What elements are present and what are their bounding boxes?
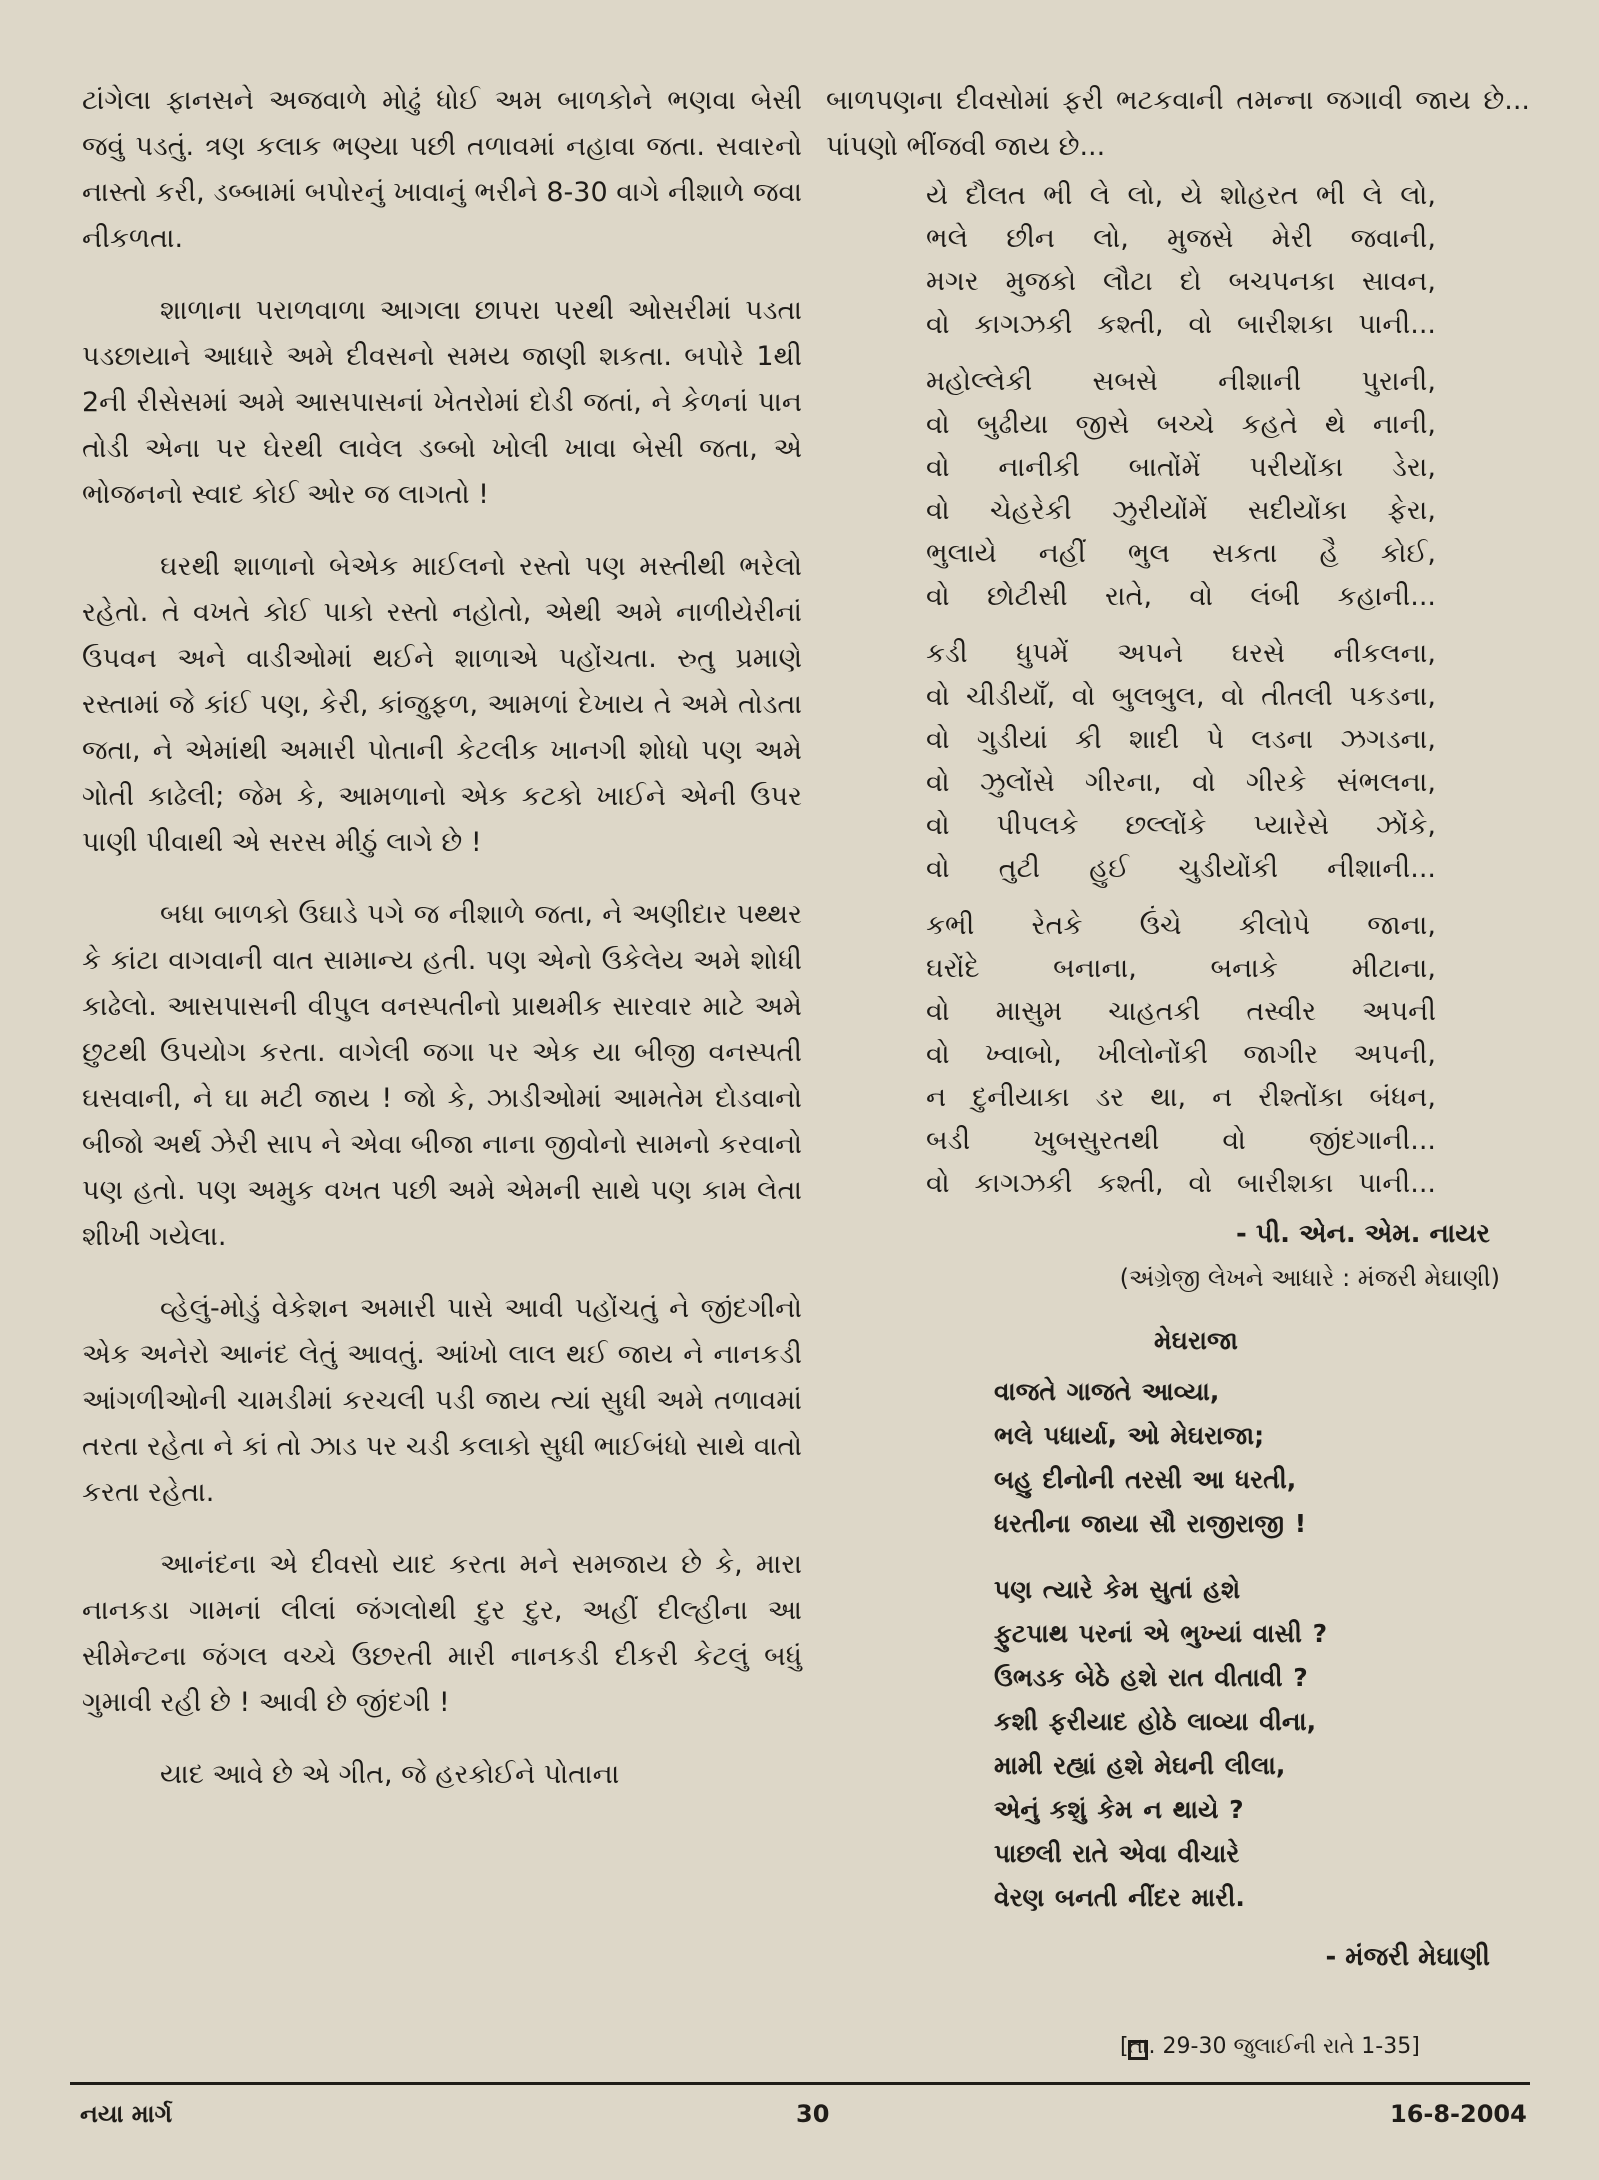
paragraph: બધા બાળકો ઉઘાડે પગે જ નીશાળે જતા, ને અણીદાર પથ્થર કે કાંટા વાગવાની વાત સામાન્ય હતી. પણ એનો ઉકેલેય અમે શોધી કાઢેલો. આસપાસની વીપુલ વનસ્પતીનો પ્રાથમીક સારવાર માટે અમે છુટથી ઉપયોગ કરતા. વાગેલી જગા પર એક યા બીજી વનસ્પતી ઘસવાની, ને ઘા મટી જાય ! જો કે, ઝાડીઓમાં આમતેમ દોડવાનો બીજો અર્થ ઝેરી સાપ ને એવા બીજા નાના જીવોનો સામનો કરવાનો પણ હતો. પણ અમુક વખત પછી અમે એમની સાથે પણ કામ લેતા શીખી ગયેલા. xyxy=(82,899,802,1252)
poem-line: યે દૌલત ભી લે લો, યે શોહરત ભી લે લો, xyxy=(926,180,1436,211)
paragraph: શાળાના પરાળવાળા આગલા છાપરા પરથી ઓસરીમાં પડતા પડછાયાને આધારે અમે દીવસનો સમય જાણી શકતા. બપોરે 1થી 2ની રીસેસમાં અમે આસપાસનાં ખેતરોમાં દોડી જતાં, ને કેળનાં પાન તોડી એના પર ઘેરથી લાવેલ ડબ્બો ખોલી ખાવા બેસી જતા, એ ભોજનનો સ્વાદ કોઈ ઓર જ લાગતો ! xyxy=(82,295,802,510)
poem-stanza xyxy=(926,360,1436,618)
poem-line: વો કાગઝકી કશ્તી, વો બારીશકા પાની... xyxy=(926,309,1436,340)
date-note: [તા. 29-30 જુલાઈની રાતે 1-35] xyxy=(1120,2034,1420,2059)
poem-line: વો તુટી હુઈ ચુડીયોંકી નીશાની... xyxy=(926,853,1436,884)
poem-line: વો પીપલકે છલ્લોંકે પ્યારેસે ઝોંકે, xyxy=(926,810,1436,841)
poem-stanza xyxy=(994,1370,1530,1546)
poem-line: ભલે પધાર્યા, ઓ મેઘરાજા; xyxy=(994,1421,1265,1450)
poem-stanza xyxy=(926,904,1436,1205)
gujarati-poem xyxy=(994,1320,1530,1920)
poem-line: ધરતીના જાયા સૌ રાજીરાજી ! xyxy=(994,1509,1307,1538)
poem-line: કભી રેતકે ઉંચે કીલોપે જાના, xyxy=(926,910,1436,941)
poem-line: પણ ત્યારે કેમ સુતાં હશે xyxy=(994,1575,1241,1604)
poem-line: ભુલાયે નહીં ભુલ સકતા હૈ કોઈ, xyxy=(926,538,1436,569)
paragraph: આનંદના એ દીવસો યાદ કરતા મને સમજાય છે કે, મારા નાનકડા ગામનાં લીલાં જંગલોથી દુર દુર, અહીં દીલ્હીના આ સીમેન્ટના જંગલ વચ્ચે ઉછરતી મારી નાનકડી દીકરી કેટલું બધું ગુમાવી રહી છે ! આવી છે જીંદગી ! xyxy=(82,1549,802,1718)
translation-credit: (અંગ્રેજી લેખને આધારે : મંજરી મેઘાણી) xyxy=(1119,1264,1500,1292)
poem-stanza xyxy=(926,174,1436,346)
poem-line: વો બુઢીયા જીસે બચ્ચે કહતે થે નાની, xyxy=(926,409,1436,440)
poem-line: વાજતે ગાજતે આવ્યા, xyxy=(994,1377,1220,1406)
right-column xyxy=(826,78,1530,1979)
paragraph: યાદ આવે છે એ ગીત, જે હરકોઈને પોતાના xyxy=(160,1759,620,1790)
footer-rule xyxy=(70,2082,1530,2085)
left-column xyxy=(82,78,802,1824)
poem-line: વો નાનીકી બાતોંમેં પરીયોંકા ડેરા, xyxy=(926,452,1436,483)
poem-line: ઉભડક બેઠે હશે રાત વીતાવી ? xyxy=(994,1663,1308,1692)
poem-line: કડી ધુપમેં અપને ઘરસે નીકલના, xyxy=(926,638,1436,669)
poem-line: કશી ફરીયાદ હોઠે લાવ્યા વીના, xyxy=(994,1707,1317,1736)
poem-line: ફુટપાથ પરનાં એ ભુખ્યાં વાસી ? xyxy=(994,1619,1328,1648)
poem-line: વો ચીડીયાઁ, વો બુલબુલ, વો તીતલી પકડના, xyxy=(926,681,1436,712)
poem-line: વો માસુમ ચાહતકી તસ્વીર અપની xyxy=(926,996,1436,1027)
poem-line: વો ઝુલોંસે ગીરના, વો ગીરકે સંભલના, xyxy=(926,767,1436,798)
poem-line: બહુ દીનોની તરસી આ ધરતી, xyxy=(994,1465,1297,1494)
poem-line: ન દુનીયાકા ડર થા, ન રીશ્તોંકા બંધન, xyxy=(926,1082,1436,1113)
paragraph: ટાંગેલા ફાનસને અજવાળે મોઢું ધોઈ અમ બાળકોને ભણવા બેસી જવું પડતું. ત્રણ કલાક ભણ્યા પછી તળાવમાં નહાવા જતા. સવારનો નાસ્તો કરી, ડબ્બામાં બપોરનું ખાવાનું ભરીને 8-30 વાગે નીશાળે જવા નીકળતા. xyxy=(82,85,802,254)
intro-text: બાળપણના દીવસોમાં ફરી ભટકવાની તમન્ના જગાવી જાય છે... પાંપણો ભીંજવી જાય છે... xyxy=(826,85,1530,162)
poem-line: પાછલી રાતે એવા વીચારે xyxy=(994,1839,1240,1868)
page-number: 30 xyxy=(796,2100,830,2128)
poem-attribution: - પી. એન. એમ. નાયર xyxy=(1235,1219,1490,1249)
poem-line: એનું કશું કેમ ન થાયે ? xyxy=(994,1795,1244,1824)
hindi-poem xyxy=(926,174,1436,1205)
issue-date: 16-8-2004 xyxy=(1390,2100,1527,2128)
poem-line: વો ગુડીયાં કી શાદી પે લડના ઝગડના, xyxy=(926,724,1436,755)
poem-stanza xyxy=(926,632,1436,890)
magazine-name: નયા માર્ગ xyxy=(80,2100,173,2128)
poem-line: ઘરોંદે બનાના, બનાકે મીટાના, xyxy=(926,953,1436,984)
poem-stanza xyxy=(994,1568,1530,1920)
poem-line: વો છોટીસી રાતે, વો લંબી કહાની... xyxy=(926,581,1436,612)
poem-line: બડી ખુબસુરતથી વો જીંદગાની... xyxy=(926,1125,1436,1156)
poem-title: મેઘરાજા xyxy=(1154,1326,1238,1355)
poem-line: મગર મુજકો લૌટા દો બચપનકા સાવન, xyxy=(926,266,1436,297)
poem-line: વેરણ બનતી નીંદર મારી. xyxy=(994,1883,1245,1912)
paragraph: ઘરથી શાળાનો બેએક માઈલનો રસ્તો પણ મસ્તીથી ભરેલો રહેતો. તે વખતે કોઈ પાકો રસ્તો નહોતો, એથી અમે નાળીયેરીનાં ઉપવન અને વાડીઓમાં થઈને શાળાએ પહોંચતા. રુતુ પ્રમાણે રસ્તામાં જે કાંઈ પણ, કેરી, કાંજુફળ, આમળાં દેખાય તે અમે તોડતા જતા, ને એમાંથી અમારી પોતાની કેટલીક ખાનગી શોધો પણ અમે ગોતી કાઢેલી; જેમ કે, આમળાનો એક કટકો ખાઈને એની ઉપર પાણી પીવાથી એ સરસ મીઠું લાગે છે ! xyxy=(82,551,802,858)
poem-line: મહોલ્લેકી સબસે નીશાની પુરાની, xyxy=(926,366,1436,397)
poem-line: ભલે છીન લો, મુજસે મેરી જવાની, xyxy=(926,223,1436,254)
paragraph: વ્હેલું-મોડું વેકેશન અમારી પાસે આવી પહોંચતું ને જીંદગીનો એક અનેરો આનંદ લેતું આવતું. આંખો લાલ થઈ જાય ને નાનકડી આંગળીઓની ચામડીમાં કરચલી પડી જાય ત્યાં સુધી અમે તળાવમાં તરતા રહેતા ને કાં તો ઝાડ પર ચડી કલાકો સુધી ભાઈબંધો સાથે વાતો કરતા રહેતા. xyxy=(82,1293,802,1508)
poem-line: મામી રહ્યાં હશે મેઘની લીલા, xyxy=(994,1751,1286,1780)
poem-line: વો ખ્વાબો, ખીલોનોંકી જાગીર અપની, xyxy=(926,1039,1436,1070)
poem-line: વો કાગઝકી કશ્તી, વો બારીશકા પાની... xyxy=(926,1168,1436,1199)
poem-line: વો ચેહરેકી ઝુરીયોંમેં સદીયોંકા ફેરા, xyxy=(926,495,1436,526)
poem-attribution: - મંજરી મેઘાણી xyxy=(1325,1942,1490,1972)
